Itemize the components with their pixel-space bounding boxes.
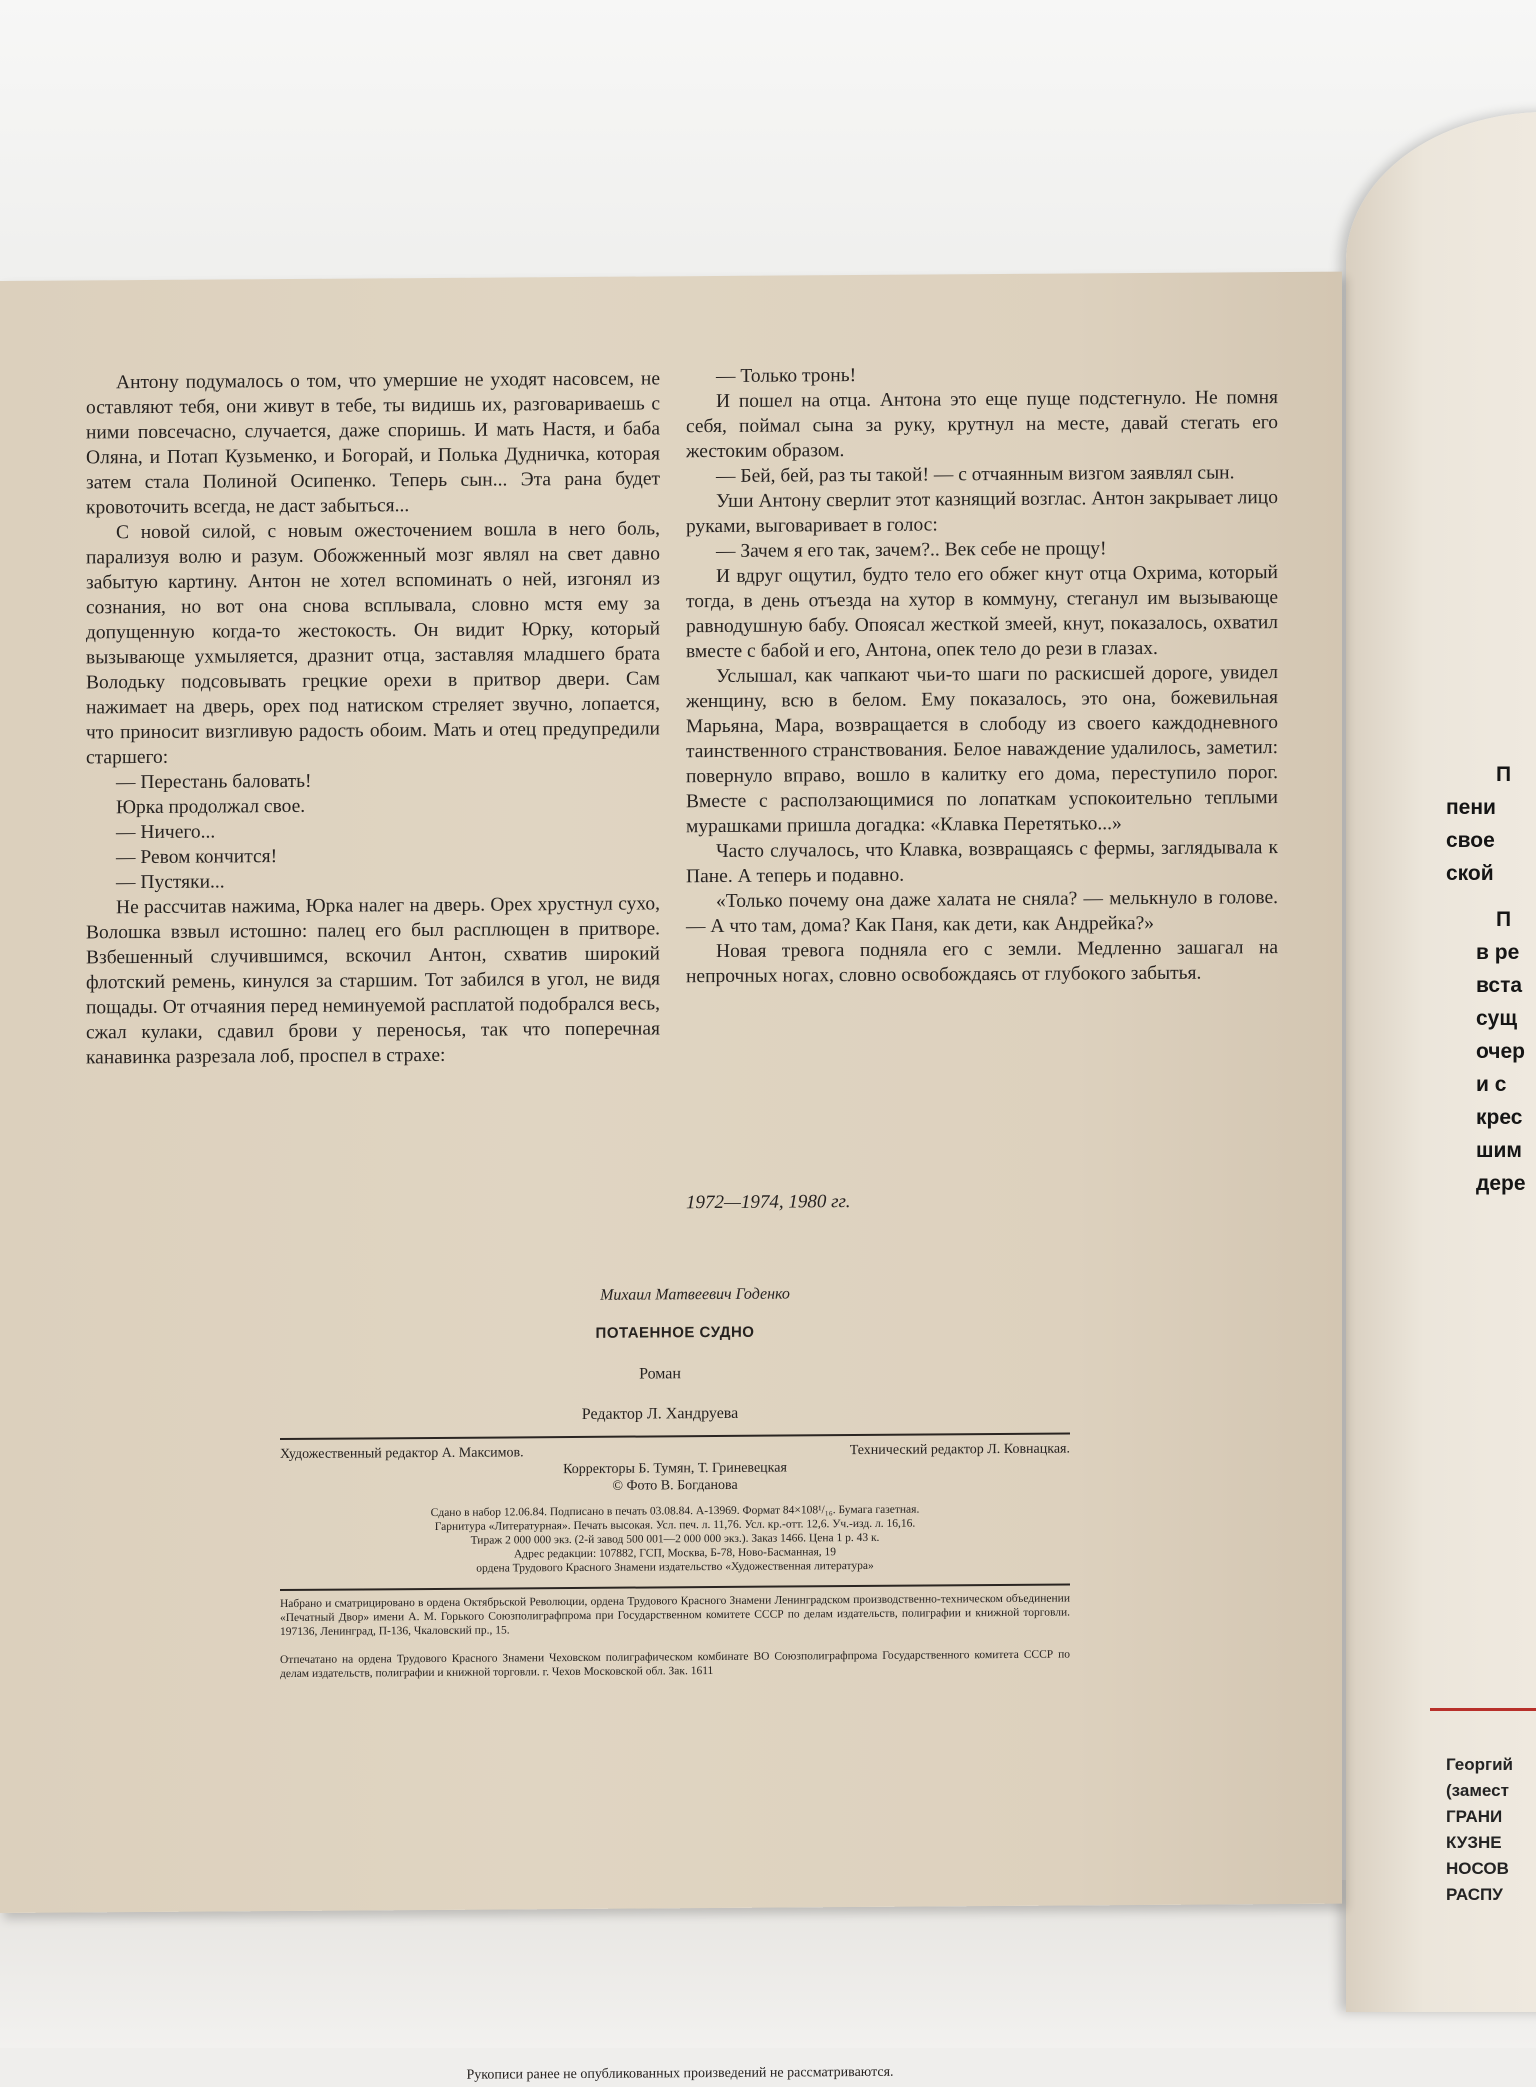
book-page [0,272,1342,2083]
paragraph: — Ревом кончится! [116,846,278,869]
next-page-names [1446,1752,1513,1908]
print-detail-line: Сдано в набор 12.06.84. Подписано в печать 03.08.84. А-13969. Формат 84×108¹/₁₆. Бумага газетная. [430,1503,920,1519]
paragraph: — Пустяки... [116,871,225,894]
correctors: Корректоры Б. Тумян, Т. Гриневецкая [563,1460,787,1478]
colophon-editor: Редактор Л. Хандруева [581,1404,739,1423]
tech-editor: Технический редактор Л. Ковнацкая. [849,1441,1070,1459]
next-page-line: и с [1476,1073,1507,1096]
next-page-name-line: ГРАНИ [1446,1807,1503,1826]
art-editor: Художественный редактор А. Максимов. [280,1445,524,1463]
paragraph: Услышал, как чапкают чьи-то шаги по раскисшей дороге, увидел женщину, всю в белом. Ему показалось, это она, божевильная Марьяна, Мара, возвращается в слободу из своего каждодневного таинственного странствования. Белое наваждение удалилось, заметил: повернуло вправо, вошло в калитку его дома, переступило порог. Вместе с расползающимися по лопаткам успокоительно теплыми мурашками пришла догадка: «Клавка Перетятько...» [686,662,1278,838]
next-page-name-line: КУЗНЕ [1446,1833,1502,1852]
next-page-name-line: (замест [1446,1781,1509,1800]
next-page-line: свое [1446,829,1495,852]
colophon-rule-2 [280,1584,1070,1592]
next-page-line: сущ [1476,1007,1518,1030]
paragraph: — Бей, бей, раз ты такой! — с отчаянным визгом заявлял сын. [716,462,1235,488]
next-page-name-line: НОСОВ [1446,1859,1509,1878]
next-page-line: очер [1476,1040,1526,1063]
next-page-red-rule [1430,1708,1536,1711]
manuscript-note: Рукописи ранее не опубликованных произведений не рассматриваются. [466,2064,894,2083]
colophon-author: Михаил Матвеевич Годенко [600,1285,790,1304]
next-page-line: П [1496,763,1512,786]
print-detail-line: Адрес редакции: 107882, ГСП, Москва, Б-78, Ново-Басманная, 19 [513,1546,837,1561]
right-text-column [686,360,1278,989]
paragraph: Часто случалось, что Клавка, возвращаясь с фермы, заглядывала к Пане. А теперь и подавно. [686,837,1278,888]
next-page-line: дере [1476,1172,1526,1195]
paragraph: Уши Антону сверлит этот казнящий возглас. Антон закрывает лицо руками, выговаривает в голос: [686,487,1278,538]
printed-info: Отпечатано на ордена Трудового Красного Знамени Чеховском полиграфическом комбинате ВО Союзполиграфпрома Государственного комитета СССР по делам издательств, полиграфии и книжной торговли. г. Чехов Московской обл. Зак. 1611 [280,1648,1070,1681]
colophon [280,1284,1070,1682]
next-page-line: П [1496,908,1512,931]
next-page-name-line: РАСПУ [1446,1885,1503,1904]
print-detail-line: ордена Трудового Красного Знамени издательство «Художественная литература» [476,1559,874,1575]
colophon-genre: Роман [639,1365,681,1383]
paragraph: Новая тревога подняла его с земли. Медленно зашагал на непрочных ногах, словно освобождаясь от глубокого забытья. [686,937,1278,988]
writing-dates: 1972—1974, 1980 гг. [686,1191,851,1214]
print-details [280,1502,1070,1578]
paragraph: «Только почему она даже халата не сняла? — мелькнуло в голове. — А что там, дома? Как Паня, как дети, как Андрейка?» [686,887,1278,938]
paragraph: Не рассчитав нажима, Юрка налег на дверь. Орех хрустнул сухо, Волошка взвыл истошно: палец его был расплющен в притворе. Взбешенный случившимся, вскочил Антон, схватив широкий флотский ремень, кинулся за старшим. Тот забился в угол, не видя пощады. От отчаяния перед неминуемой расплатой подобрался весь, сжал кулаки, сдавил брови у переносья, так что поперечная канавинка разрезала лоб, проспел в страхе: [86,893,660,1069]
paragraph: Антону подумалось о том, что умершие не уходят насовсем, не оставляют тебя, они живут в тебе, ты видишь их, разговариваешь с ними повсечасно, случается, даже споришь. И мать Настя, и баба Оляна, и Потап Кузьменко, и Богорай, и Полька Дудничка, которая затем стала Полиной Осипенко. Теперь сын... Эта рана будет кровоточить всегда, не даст забыться... [86,368,660,519]
next-page-line: пени [1446,796,1496,819]
colophon-rule [280,1433,1070,1441]
next-page-line: крес [1476,1106,1523,1129]
paragraph: И пошел на отца. Антона это еще пуще подстегнуло. Не помня себя, поймал сына за руку, крутнул на месте, давай стегать его жестоким образом. [686,387,1278,463]
next-page-name-line: Георгий [1446,1755,1513,1774]
colophon-title: ПОТАЕННОЕ СУДНО [595,1323,755,1342]
paragraph: С новой силой, с новым ожесточением вошла в него боль, парализуя волю и разум. Обожженный мозг являл на свет давно забытую картину. Антон не хотел вспоминать о ней, изгонял из сознания, но вот она снова всплывала, словно мстя ему за допущенную когда-то жестокость. Он видит Юрку, который вызывающе ухмыляется, дразнит отца, заставляя младшего брата Володьку подсовывать грецкие орехи в притвор двери. Сам нажимает на дверь, орех под натиском стреляет звучно, лопается, что приносит визгливую радость обоим. Мать и отец предупредили старшего: [86,518,660,769]
paragraph: — Перестань баловать! [116,770,312,794]
next-page-line: в ре [1476,941,1520,964]
left-text-column [86,366,660,1070]
paragraph: И вдруг ощутил, будто тело его обжег кнут отца Охрима, который тогда, в день отъезда на хутор в коммуну, стеганул им вызывающе равнодушную бабу. Опоясал жесткой змеей, кнут, показалось, охватил вместе с бабой и его, Антона, опек тело до рези в глазах. [686,562,1278,663]
print-detail-line: Тираж 2 000 000 экз. (2-й завод 500 001—2 000 000 экз.). Заказ 1466. Цена 1 р. 43 к. [470,1531,880,1547]
next-page-line: ской [1446,862,1494,885]
paragraph: — Ничего... [116,821,216,844]
paragraph: — Только тронь! [716,365,857,388]
next-page-line: вста [1476,974,1523,997]
paragraph: — Зачем я его так, зачем?.. Век себе не прощу! [716,538,1107,563]
photo-credit: © Фото В. Богданова [612,1477,738,1494]
paragraph: Юрка продолжал свое. [116,795,306,819]
print-detail-line: Гарнитура «Литературная». Печать высокая. Усл. печ. л. 11,76. Усл. кр.-отт. 12,6. Уч.-изд. л. 16,16. [434,1517,916,1533]
typeset-info: Набрано и сматрицировано в ордена Октябрьской Революции, ордена Трудового Красного Знамени Ленинградском производственно-техническом объединении «Печатный Двор» имени А. М. Горького Союзполиграфпрома при Государственном комитете СССР по делам издательств, полиграфии и книжной торговли. 197136, Ленинград, П-136, Чкаловский пр., 15. [280,1592,1070,1639]
next-page-line: шим [1476,1139,1522,1162]
